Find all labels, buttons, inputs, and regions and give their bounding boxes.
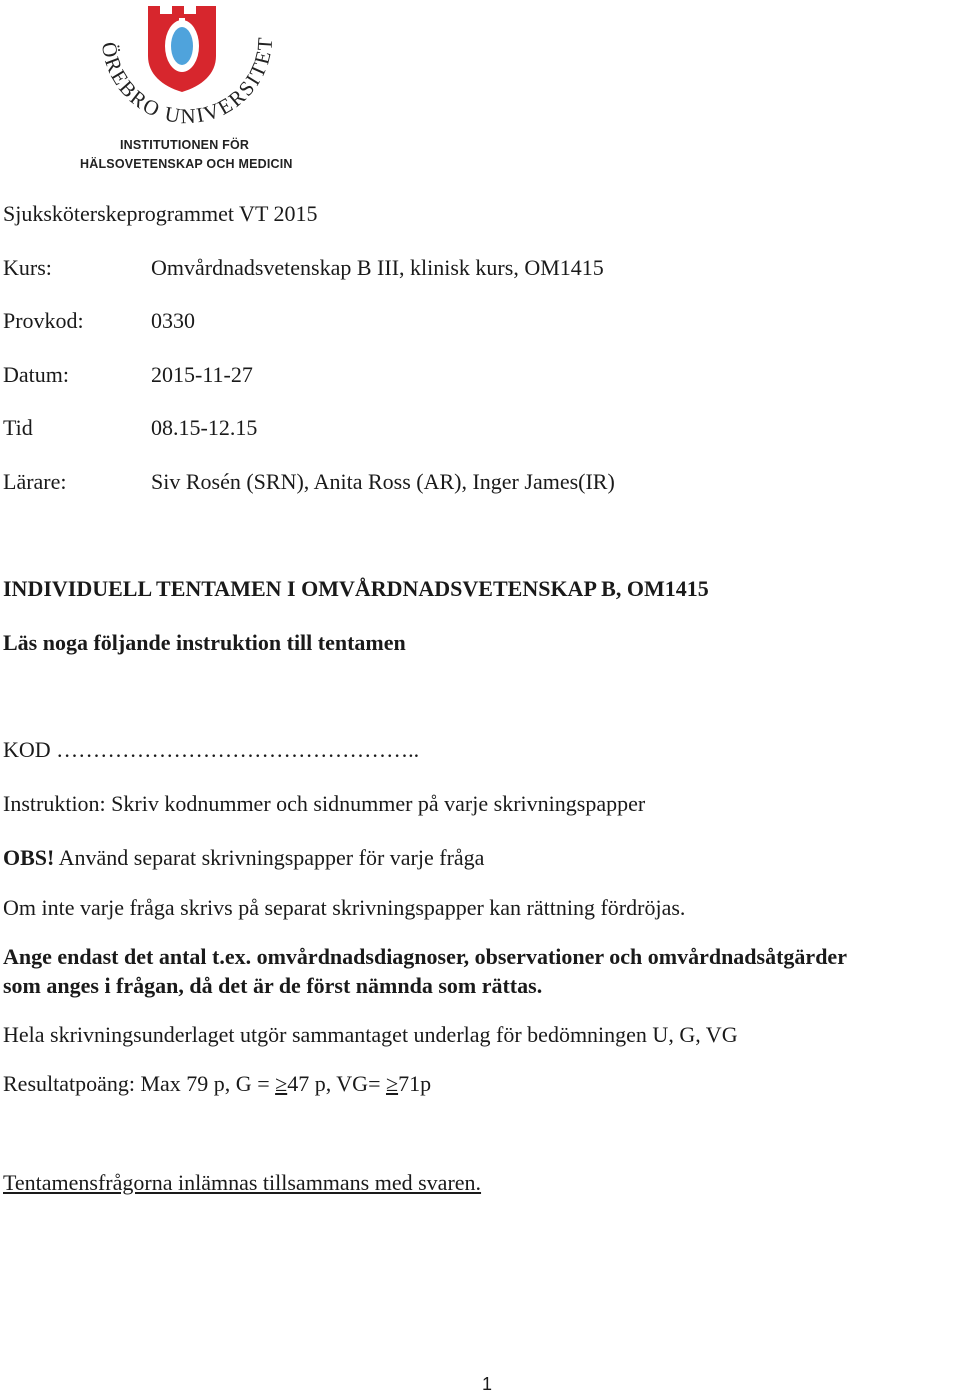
count-rule-line2: som anges i frågan, då det är de först nämnda som rättas. bbox=[3, 973, 543, 998]
logo-arc-text: ÖREBRO UNIVERSITET bbox=[96, 34, 278, 129]
result-part-b: 47 p, VG= bbox=[287, 1071, 386, 1096]
date-label: Datum: bbox=[3, 362, 69, 387]
exam-code-value: 0330 bbox=[151, 308, 195, 333]
exam-code-label: Provkod: bbox=[3, 308, 84, 333]
date-value: 2015-11-27 bbox=[151, 362, 253, 387]
result-points bbox=[3, 1071, 431, 1097]
grading-basis: Hela skrivningsunderlaget utgör sammantaget underlag för bedömningen U, G, VG bbox=[3, 1022, 738, 1047]
course-value: Omvårdnadsvetenskap B III, klinisk kurs, OM1415 bbox=[151, 255, 604, 280]
obs-label: OBS! bbox=[3, 845, 55, 870]
shield-logo-icon bbox=[80, 4, 290, 139]
institution-line2: HÄLSOVETENSKAP OCH MEDICIN bbox=[80, 157, 293, 171]
institution-line1: INSTITUTIONEN FÖR bbox=[120, 138, 250, 152]
kod-dots: ………………………………………….. bbox=[56, 737, 420, 762]
university-logo bbox=[80, 4, 293, 176]
time-value: 08.15-12.15 bbox=[151, 415, 258, 440]
page-number: 1 bbox=[482, 1374, 493, 1394]
instruction-text: Instruktion: Skriv kodnummer och sidnummer på varje skrivningspapper bbox=[3, 791, 646, 816]
submit-note: Tentamensfrågorna inlämnas tillsammans med svaren. bbox=[3, 1170, 482, 1195]
obs-text: Använd separat skrivningspapper för varje fråga bbox=[54, 845, 485, 870]
count-rule-line1: Ange endast det antal t.ex. omvårdnadsdiagnoser, observationer och omvårdnadsåtgärder bbox=[3, 944, 847, 969]
ge-symbol-vg: ≥ bbox=[385, 1071, 399, 1096]
time-label: Tid bbox=[3, 415, 33, 440]
result-part-c: 71p bbox=[398, 1071, 432, 1096]
result-part-a: Resultatpoäng: Max 79 p, G = bbox=[3, 1071, 276, 1096]
teachers-value: Siv Rosén (SRN), Anita Ross (AR), Inger James(IR) bbox=[151, 469, 615, 494]
ge-symbol-g: ≥ bbox=[275, 1071, 288, 1096]
obs-line bbox=[3, 845, 484, 871]
delay-note: Om inte varje fråga skrivs på separat skrivningspapper kan rättning fördröjas. bbox=[3, 895, 686, 920]
course-label: Kurs: bbox=[3, 255, 52, 280]
kod-line bbox=[3, 737, 419, 763]
program-title: Sjuksköterskeprogrammet VT 2015 bbox=[3, 201, 318, 226]
exam-subtitle: Läs noga följande instruktion till tentamen bbox=[3, 630, 406, 655]
kod-label: KOD bbox=[3, 737, 51, 762]
teachers-label: Lärare: bbox=[3, 469, 67, 494]
exam-title: INDIVIDUELL TENTAMEN I OMVÅRDNADSVETENSKAP B, OM1415 bbox=[3, 576, 709, 601]
